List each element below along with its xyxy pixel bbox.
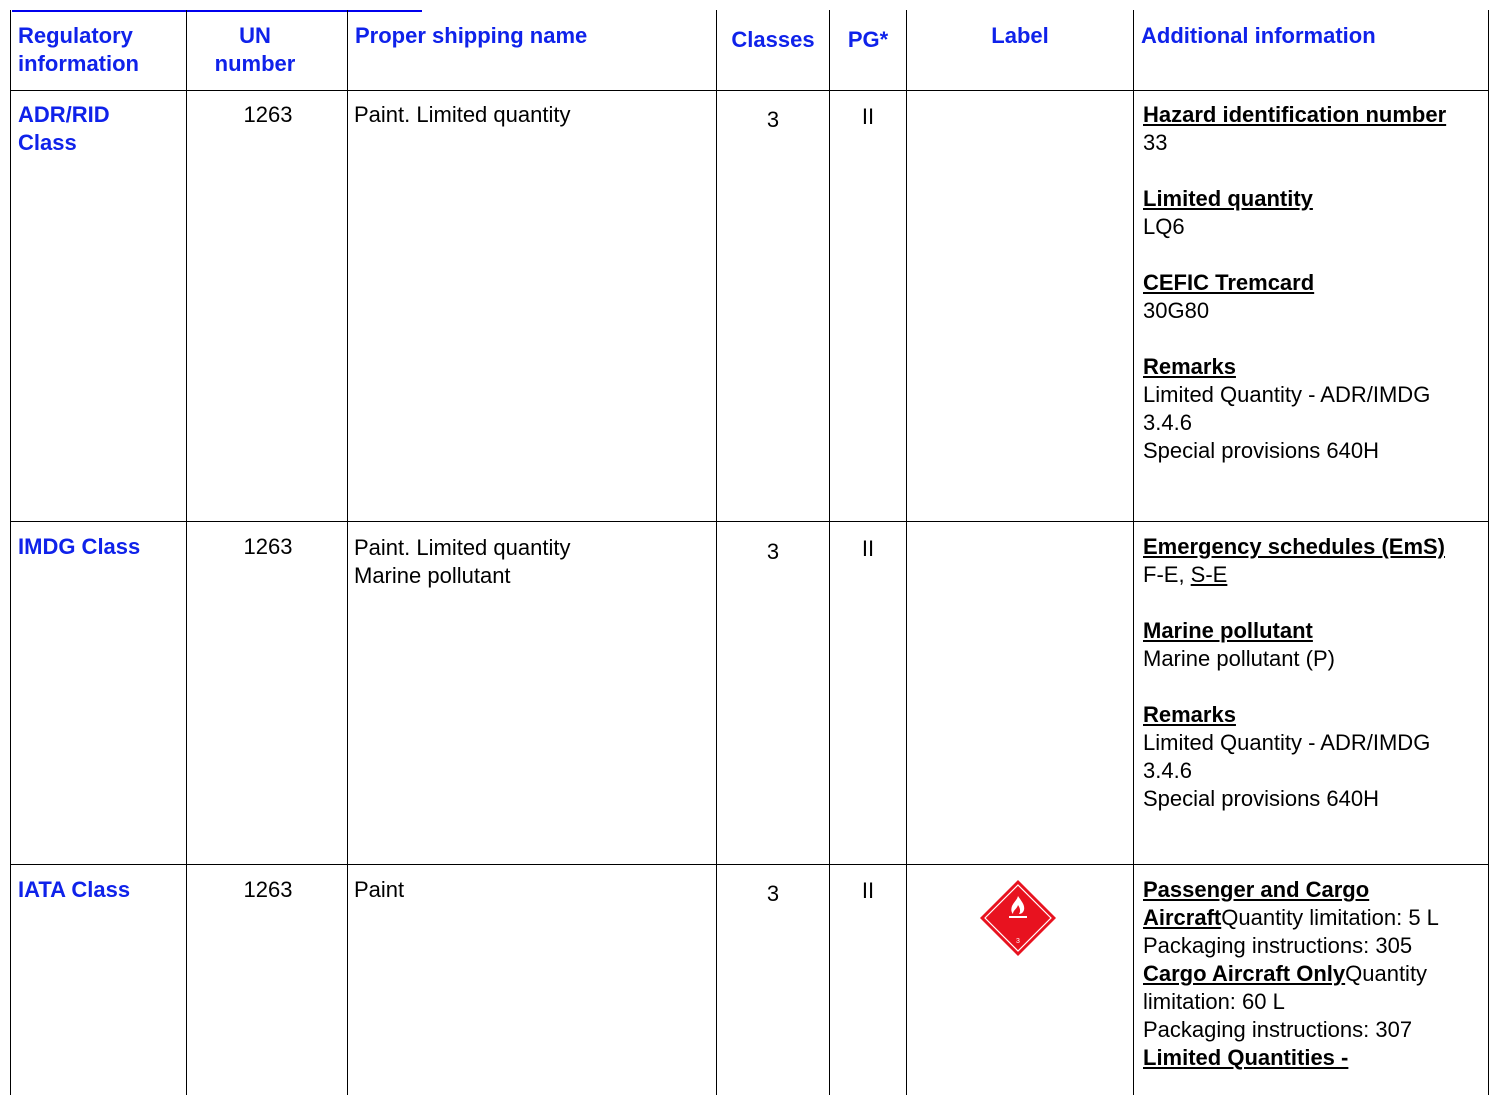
header-classes: Classes	[731, 27, 815, 52]
proper-shipping-name	[354, 876, 709, 904]
info-value: 33	[1143, 130, 1168, 155]
info-title: Cargo Aircraft Only	[1143, 961, 1346, 986]
grid-line	[1133, 10, 1134, 1095]
info-block	[1143, 876, 1483, 932]
info-title: Remarks	[1143, 354, 1236, 379]
info-value: Marine pollutant (P)	[1143, 646, 1335, 671]
header-additional-information: Additional information	[1141, 23, 1376, 48]
header-proper-shipping-name: Proper shipping name	[355, 23, 588, 48]
info-title: Passenger and Cargo Aircraft	[1143, 877, 1370, 930]
grid-line	[347, 10, 348, 1095]
regulatory-name: ADR/RID Class	[18, 102, 110, 155]
grid-line	[906, 10, 907, 1095]
regulatory-name: IMDG Class	[18, 534, 141, 559]
grid-line	[10, 521, 1489, 522]
info-block	[1143, 960, 1483, 1016]
grid-line	[10, 864, 1489, 865]
psn-line: Paint. Limited quantity	[354, 535, 571, 560]
grid-line	[10, 90, 1489, 91]
info-value: Quantity limitation: 60 L	[1143, 961, 1428, 1014]
regulatory-name: IATA Class	[18, 877, 131, 902]
info-title: Marine pollutant	[1143, 618, 1313, 643]
info-value: Packaging instructions: 307	[1143, 1017, 1413, 1042]
class-value: 3	[766, 881, 780, 906]
additional-information	[1143, 876, 1483, 1072]
header-pg: PG*	[847, 27, 889, 52]
info-title: Hazard identification number	[1143, 102, 1447, 127]
info-value: Packaging instructions: 305	[1143, 933, 1413, 958]
psn-line: Paint	[354, 877, 405, 902]
proper-shipping-name	[354, 534, 709, 590]
info-value: Quantity limitation: 5 L	[1221, 905, 1439, 930]
info-value: Limited Quantity - ADR/IMDG 3.4.6	[1143, 730, 1431, 783]
class-value: 3	[766, 539, 780, 564]
header-label: Label	[991, 23, 1049, 48]
info-title: Limited quantity	[1143, 186, 1313, 211]
info-title: CEFIC Tremcard	[1143, 270, 1315, 295]
psn-line: Paint. Limited quantity	[354, 102, 571, 127]
info-value: Special provisions 640H	[1143, 786, 1380, 811]
flame-base	[1009, 916, 1027, 918]
flammable-liquid-class-3-icon	[978, 878, 1058, 958]
proper-shipping-name	[354, 101, 709, 129]
class-value: 3	[766, 107, 780, 132]
info-title: Remarks	[1143, 702, 1236, 727]
info-title: Emergency schedules (EmS)	[1143, 534, 1446, 559]
info-value: F-E, S-E	[1143, 562, 1228, 587]
info-value: Limited Quantity - ADR/IMDG 3.4.6	[1143, 382, 1431, 435]
un-number: 1263	[243, 534, 293, 559]
additional-information	[1143, 533, 1483, 813]
pg-value: II	[861, 878, 875, 903]
header-regulatory: Regulatory information	[18, 23, 139, 76]
un-number: 1263	[243, 102, 293, 127]
grid-line	[186, 10, 187, 1095]
info-title: Limited Quantities -	[1143, 1045, 1349, 1070]
grid-line	[10, 10, 11, 1095]
pg-value: II	[861, 536, 875, 561]
un-number: 1263	[243, 877, 293, 902]
info-value: Special provisions 640H	[1143, 438, 1380, 463]
additional-information	[1143, 101, 1483, 465]
info-value: 30G80	[1143, 298, 1210, 323]
header-un-number: UN number	[214, 23, 296, 76]
label-class-number: 3	[1016, 938, 1020, 945]
pg-value: II	[861, 104, 875, 129]
info-value: LQ6	[1143, 214, 1185, 239]
psn-line: Marine pollutant	[354, 563, 511, 588]
